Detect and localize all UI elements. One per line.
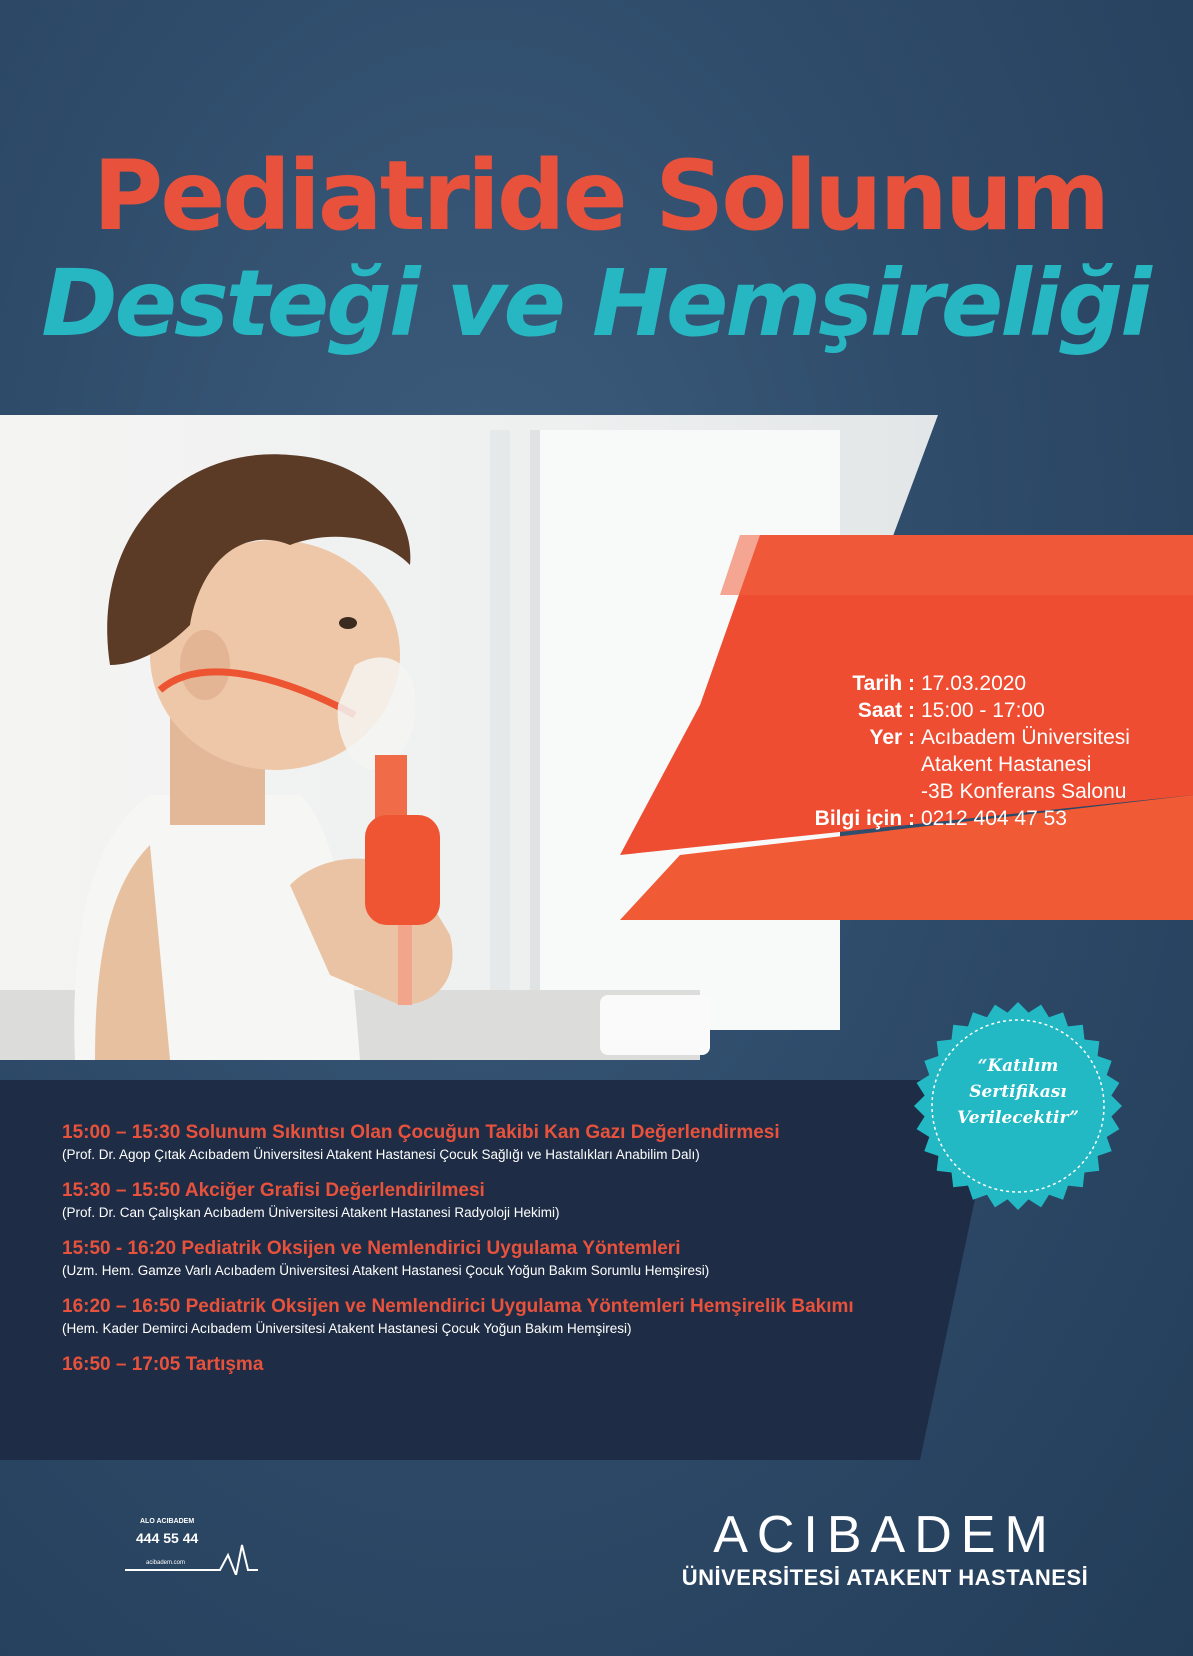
brand-logo: ACIBADEM [713,1506,1057,1564]
agenda-speaker: (Uzm. Hem. Gamze Varlı Acıbadem Üniversitesi Atakent Hastanesi Çocuk Yoğun Bakım Sorumlu Hemşiresi) [62,1263,710,1278]
time-value: 15:00 - 17:00 [921,699,1045,722]
list-item [62,1352,1012,1378]
brand-subtitle: ÜNİVERSİTESİ ATAKENT HASTANESİ [681,1565,1089,1590]
place-line-2: Atakent Hastanesi [921,753,1092,776]
title-line-2: Desteği ve Hemşireliği [41,250,1149,357]
agenda-title: 15:30 – 15:50 Akciğer Grafisi Değerlendirilmesi [62,1180,485,1201]
agenda-title: 15:50 - 16:20 Pediatrik Oksijen ve Nemlendirici Uygulama Yöntemleri [62,1238,681,1259]
event-info [780,670,1180,832]
agenda-speaker: (Prof. Dr. Can Çalışkan Acıbadem Üniversitesi Atakent Hastanesi Radyoloji Hekimi) [62,1205,560,1220]
place-label: Yer : [869,726,915,749]
badge-line-2: Sertifikası [969,1082,1067,1102]
list-item [62,1236,1012,1280]
agenda-list [62,1120,1012,1392]
agenda-title: 15:00 – 15:30 Solunum Sıkıntısı Olan Çocuğun Takibi Kan Gazı Değerlendirmesi [62,1122,780,1143]
date-value: 17.03.2020 [921,672,1027,695]
badge-line-1: “Katılım [977,1056,1059,1076]
hotline-url: acibadem.com [146,1560,186,1566]
agenda-speaker: (Hem. Kader Demirci Acıbadem Üniversitesi Atakent Hastanesi Çocuk Yoğun Bakım Hemşiresi) [62,1321,632,1336]
title-line-1: Pediatride Solunum [92,140,1108,252]
place-line-1: Acıbadem Üniversitesi [921,726,1130,749]
list-item [62,1294,1012,1338]
date-label: Tarih : [852,672,915,695]
info-label: Bilgi için : [814,807,915,830]
agenda-title: 16:20 – 16:50 Pediatrik Oksijen ve Nemlendirici Uygulama Yöntemleri Hemşirelik Bakımı [62,1296,854,1317]
list-item [62,1178,1012,1222]
list-item [62,1120,1012,1164]
info-phone: 0212 404 47 53 [921,807,1067,830]
badge-line-3: Verilecektir” [957,1108,1079,1128]
agenda-speaker: (Prof. Dr. Agop Çıtak Acıbadem Üniversitesi Atakent Hastanesi Çocuk Sağlığı ve Hastalıkları Anabilim Dalı) [62,1147,700,1162]
hotline-label: ALO ACIBADEM [140,1518,195,1525]
hotline-number: 444 55 44 [136,1530,199,1546]
place-line-3: -3B Konferans Salonu [921,780,1127,803]
agenda-title: 16:50 – 17:05 Tartışma [62,1354,264,1375]
time-label: Saat : [857,699,915,722]
